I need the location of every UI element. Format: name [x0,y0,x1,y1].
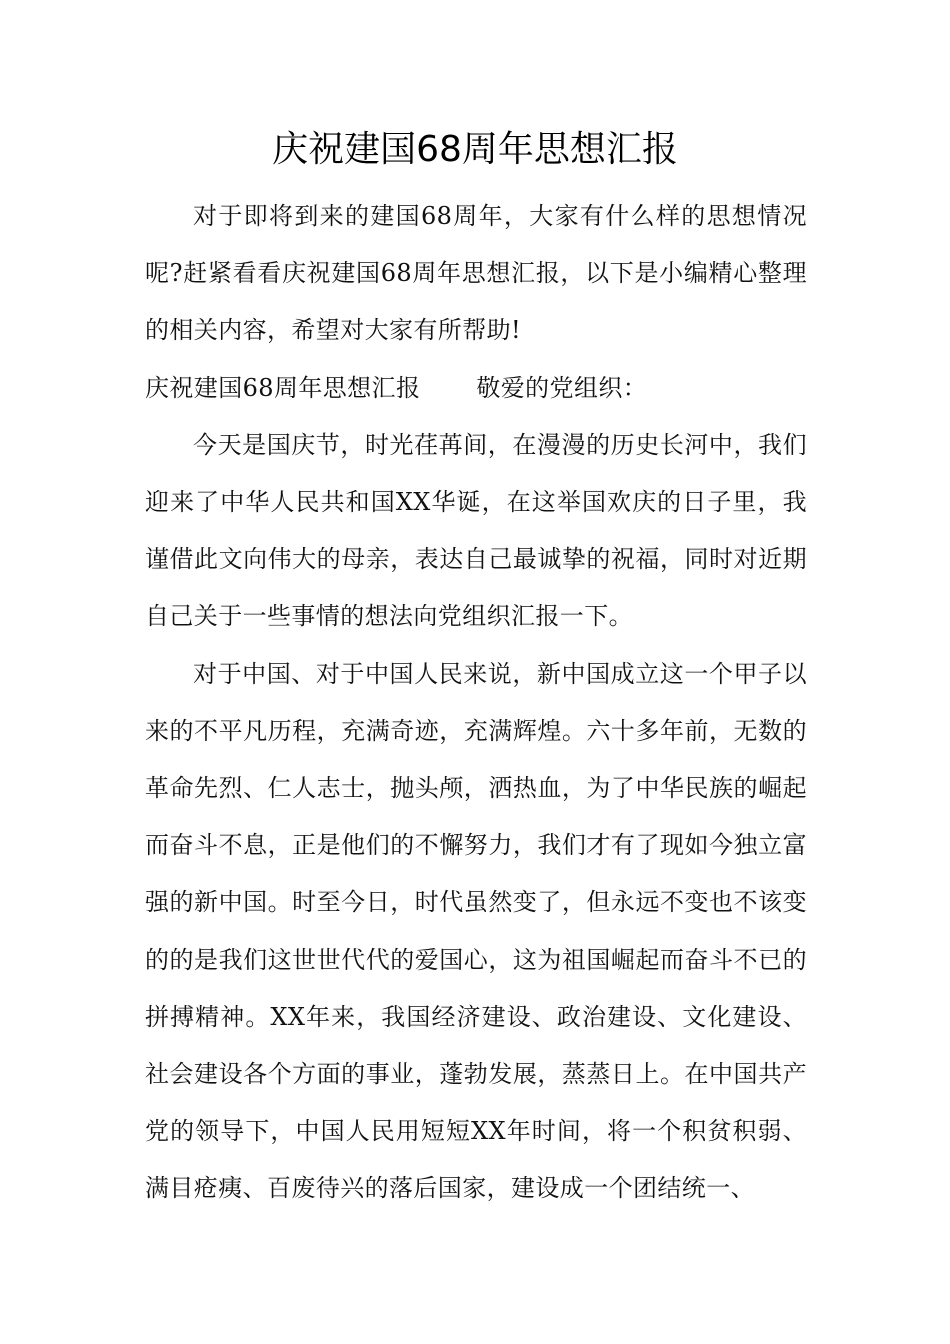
heading-doc-title: 庆祝建国68周年思想汇报 [145,373,421,402]
document-title: 庆祝建国68周年思想汇报 [272,129,678,170]
body-paragraph-1: 今天是国庆节，时光荏苒间，在漫漫的历史长河中，我们迎来了中华人民共和国XX华诞，在这举国欢庆的日子里，我谨借此文向伟大的母亲，表达自己最诚挚的祝福，同时对近期自己关于一些事情的想法向党组织汇报一下。 [145,430,807,631]
heading-line [145,360,807,417]
document-body [145,188,807,1218]
intro-paragraph: 对于即将到来的建国68周年，大家有什么样的思想情况呢?赶紧看看庆祝建国68周年思想汇报，以下是小编精心整理的相关内容，希望对大家有所帮助! [145,202,807,345]
salutation: 敬爱的党组织： [476,373,648,402]
body-paragraph-2: 对于中国、对于中国人民来说，新中国成立这一个甲子以来的不平凡历程，充满奇迹，充满辉煌。六十多年前，无数的革命先烈、仁人志士，抛头颅，洒热血，为了中华民族的崛起而奋斗不息，正是他们的不懈努力，我们才有了现如今独立富强的新中国。时至今日，时代虽然变了，但永远不变也不该变的的是我们这世世代代的爱国心，这为祖国崛起而奋斗不已的拼搏精神。XX年来，我国经济建设、政治建设、文化建设、社会建设各个方面的事业，蓬勃发展，蒸蒸日上。在中国共产党的领导下，中国人民用短短XX年时间，将一个积贫积弱、满目疮痍、百废待兴的落后国家，建设成一个团结统一、 [145,659,807,1203]
